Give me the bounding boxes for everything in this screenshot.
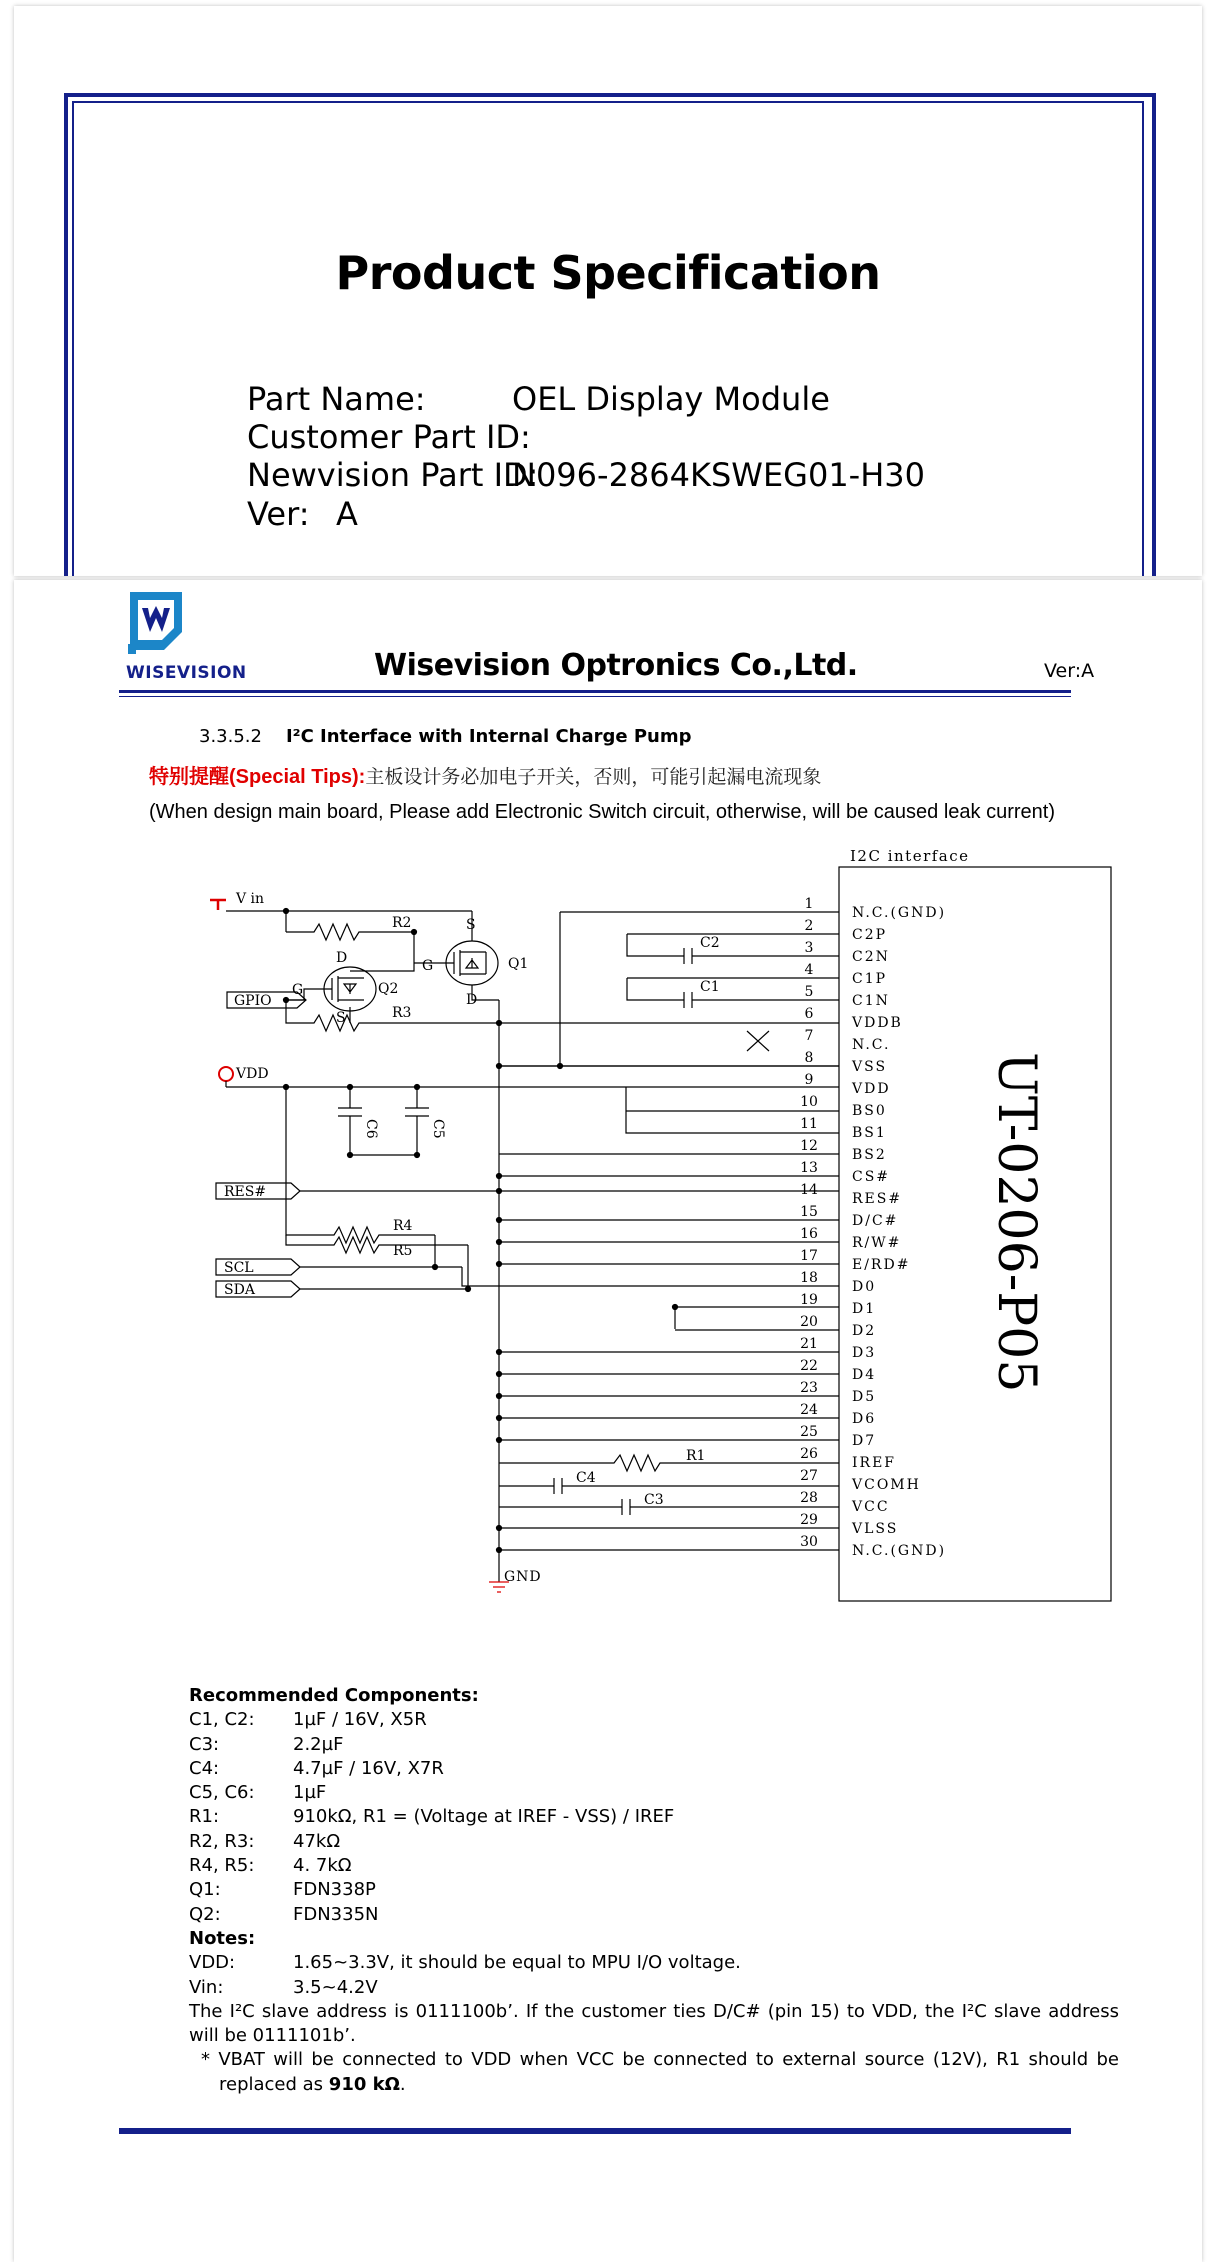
component-key: R2, R3: [189,1830,255,1852]
gnd-junction-dot [497,1218,502,1223]
pin-number: 26 [800,1446,818,1462]
newvision-part-id-value: N096-2864KSWEG01-H30 [512,456,925,494]
gnd-junction-dot [497,1350,502,1355]
pin-name: D0 [852,1279,877,1295]
spec-page [14,580,1202,2262]
gnd-junction-dot [497,1526,502,1531]
component-value: 4.7µF / 16V, X7R [293,1757,444,1779]
component-key: C4: [189,1757,220,1779]
ver-label: Ver: [247,495,310,533]
newvision-part-id-label: Newvision Part ID: [247,456,539,494]
component-row [189,1805,1119,1829]
gnd-junction-dot [497,1262,502,1267]
component-key: C5, C6: [189,1782,255,1804]
pin-name: D7 [852,1433,877,1449]
pin-number: 27 [800,1468,818,1484]
component-value: 3.5~4.2V [293,1976,378,1998]
company-name: Wisevision Optronics Co.,Ltd. [374,648,858,683]
pin-number: 9 [804,1072,814,1088]
q2-label: Q2 [378,981,399,997]
q1-label: Q1 [508,956,529,972]
gnd-junction-dot [497,1372,502,1377]
component-row [189,1781,1119,1805]
gnd-junction-dot [497,1548,502,1553]
r1-label: R1 [686,1448,706,1464]
pin-name: D5 [852,1389,877,1405]
component-value: 1.65~3.3V, it should be equal to MPU I/O voltage. [293,1952,741,1974]
header-version: Ver:A [1044,660,1095,682]
component-value: 910kΩ, R1 = (Voltage at IREF - VSS) / IREF [293,1806,675,1828]
component-key: Q2: [189,1903,221,1925]
pin-number: 4 [804,962,814,978]
c6-label: C6 [363,1119,379,1139]
component-row [189,1733,1119,1757]
gnd-junction-dot [497,1240,502,1245]
gpio-label: GPIO [234,993,272,1009]
r1-resistor [499,1455,839,1471]
pin-name: D2 [852,1323,877,1339]
component-row [189,1757,1119,1781]
pin-name: VDDB [852,1015,903,1031]
component-key: C3: [189,1733,220,1755]
component-value: 2.2µF [293,1733,344,1755]
nc-cross-icon [747,1031,769,1051]
pin-number: 6 [804,1006,814,1022]
pin-name: D/C# [852,1213,899,1229]
component-row [189,1976,1119,2000]
vin-terminal-icon [210,900,226,910]
pin-name: C2P [852,927,888,943]
pin-name: VSS [852,1059,888,1075]
res-label: RES# [224,1184,267,1200]
gnd-junction-dot [497,1064,502,1069]
c2-label: C2 [700,935,720,951]
pin-name: VDD [852,1081,891,1097]
pin-number: 10 [800,1094,818,1110]
interface-label: I2C interface [850,847,970,865]
pin-name: VCC [852,1499,890,1515]
r5-label: R5 [393,1243,413,1259]
component-key: Vin: [189,1976,224,1998]
q2-s: S [336,1010,346,1026]
pin-number: 25 [800,1424,818,1440]
component-key: R4, R5: [189,1855,255,1877]
logo-text: WISEVISION [126,663,247,683]
notes-heading: Notes: [189,1927,256,1949]
sda-label: SDA [224,1282,255,1298]
pin-number: 19 [800,1292,818,1308]
component-row [189,1951,1119,1975]
pin-name: RES# [852,1191,903,1207]
component-value: FDN335N [293,1903,379,1925]
part-name-label: Part Name: [247,380,426,418]
vbat-note-end: . [399,2073,406,2095]
component-value: 1µF / 16V, X5R [293,1709,427,1731]
special-tips-text: 主板设计务必加电子开关，否则，可能引起漏电流现象 [365,766,822,788]
i2c-schematic [14,580,1202,1680]
recommended-components [189,1684,1119,2097]
pin-number: 17 [800,1248,818,1264]
pin-number: 11 [800,1116,818,1132]
customer-part-id-label: Customer Part ID: [247,418,531,456]
c4-label: C4 [576,1470,596,1486]
component-value: FDN338P [293,1879,376,1901]
component-key: VDD: [189,1952,236,1974]
pin-name: N.C. [852,1037,891,1053]
component-key: Q1: [189,1879,221,1901]
pin-name: N.C.(GND) [852,1543,947,1559]
r2-label: R2 [392,915,412,931]
components-heading: Recommended Components: [189,1685,479,1706]
pin-name: E/RD# [852,1257,911,1273]
pin-number: 18 [800,1270,818,1286]
pin-name: IREF [852,1455,897,1471]
pin-name: C1P [852,971,888,987]
pin-number: 13 [800,1160,818,1176]
pin-number: 14 [800,1182,818,1198]
pin-number: 1 [804,896,814,912]
pin-number: 8 [804,1050,814,1066]
pin-name: BS1 [852,1125,887,1141]
pin-name: D6 [852,1411,877,1427]
pin-name: D1 [852,1301,877,1317]
special-tips-label: 特别提醒(Special Tips): [149,766,366,788]
pin-number: 30 [800,1534,818,1550]
pin-name: BS2 [852,1147,887,1163]
pin-number: 29 [800,1512,818,1528]
pin-name: C2N [852,949,890,965]
component-key: R1: [189,1806,220,1828]
section-number: 3.3.5.2 [199,726,262,747]
pin-number: 3 [804,940,814,956]
ver-value: A [336,495,358,533]
cover-page [14,6,1202,576]
c3-label: C3 [644,1492,664,1508]
component-row [189,1903,1119,1927]
vbat-note-text: * VBAT will be connected to VDD when VCC be connected to external source (12V), R1 should be replaced as [201,2049,1119,2095]
c5-label: C5 [430,1119,446,1139]
pin-number: 20 [800,1314,818,1330]
pin-name: VCOMH [852,1477,921,1493]
component-row [189,1708,1119,1732]
pin-number: 12 [800,1138,818,1154]
q2-d: D [336,950,348,966]
pin-name: CS# [852,1169,891,1185]
leak-current-note: (When design main board, Please add Electronic Switch circuit, otherwise, will be caused leak current) [149,801,1055,823]
gnd-label: GND [504,1569,542,1585]
component-value: 47kΩ [293,1830,341,1852]
cover-title: Product Specification [335,246,881,300]
component-row [189,1830,1119,1854]
gnd-junction-dot [497,1416,502,1421]
section-title: I²C Interface with Internal Charge Pump [285,726,692,747]
component-row [189,1878,1119,1902]
vdd-label: VDD [236,1066,269,1082]
cover-frame-inner [72,101,1144,576]
gnd-junction-dot [497,1438,502,1443]
pin-wire [462,1267,839,1286]
pin-number: 2 [804,918,814,934]
pin-number: 15 [800,1204,818,1220]
pin-name: C1N [852,993,890,1009]
vdd-terminal-icon [219,1067,233,1081]
address-note: The I²C slave address is 0111100b’. If the customer ties D/C# (pin 15) to VDD, the I²C slave address will be 0111101b’. [189,2000,1119,2047]
pin-number: 16 [800,1226,818,1242]
q2-g: G [292,982,304,998]
component-value: 4. 7kΩ [293,1855,352,1877]
q1-g: G [422,958,434,974]
pin-number: 24 [800,1402,818,1418]
part-name-value: OEL Display Module [512,380,830,418]
vin-label: V in [236,891,265,907]
gnd-junction-dot [497,1394,502,1399]
module-name: UT-0206-P05 [986,1052,1046,1393]
scl-label: SCL [224,1260,254,1276]
pin-number: 22 [800,1358,818,1374]
pin-number: 21 [800,1336,818,1352]
vbat-note [189,2048,1119,2097]
pin-name: VLSS [852,1521,899,1537]
component-row [189,1854,1119,1878]
r3-label: R3 [392,1005,412,1021]
vbat-value: 910 kΩ [328,2073,400,2095]
pin-name: BS0 [852,1103,887,1119]
pin-number: 5 [804,984,814,1000]
pin-name: D4 [852,1367,877,1383]
component-key: C1, C2: [189,1709,255,1731]
pin-name: D3 [852,1345,877,1361]
pin-number: 7 [804,1028,814,1044]
pin-number: 28 [800,1490,818,1506]
footer-rule [119,2128,1071,2134]
r4-label: R4 [393,1218,413,1234]
q1-s: S [466,917,476,933]
pin-name: R/W# [852,1235,902,1251]
pin-number: 23 [800,1380,818,1396]
q1-d: D [466,992,478,1008]
component-value: 1µF [293,1782,327,1804]
gnd-junction-dot [497,1174,502,1179]
c1-label: C1 [700,979,720,995]
pin-name: N.C.(GND) [852,905,947,921]
